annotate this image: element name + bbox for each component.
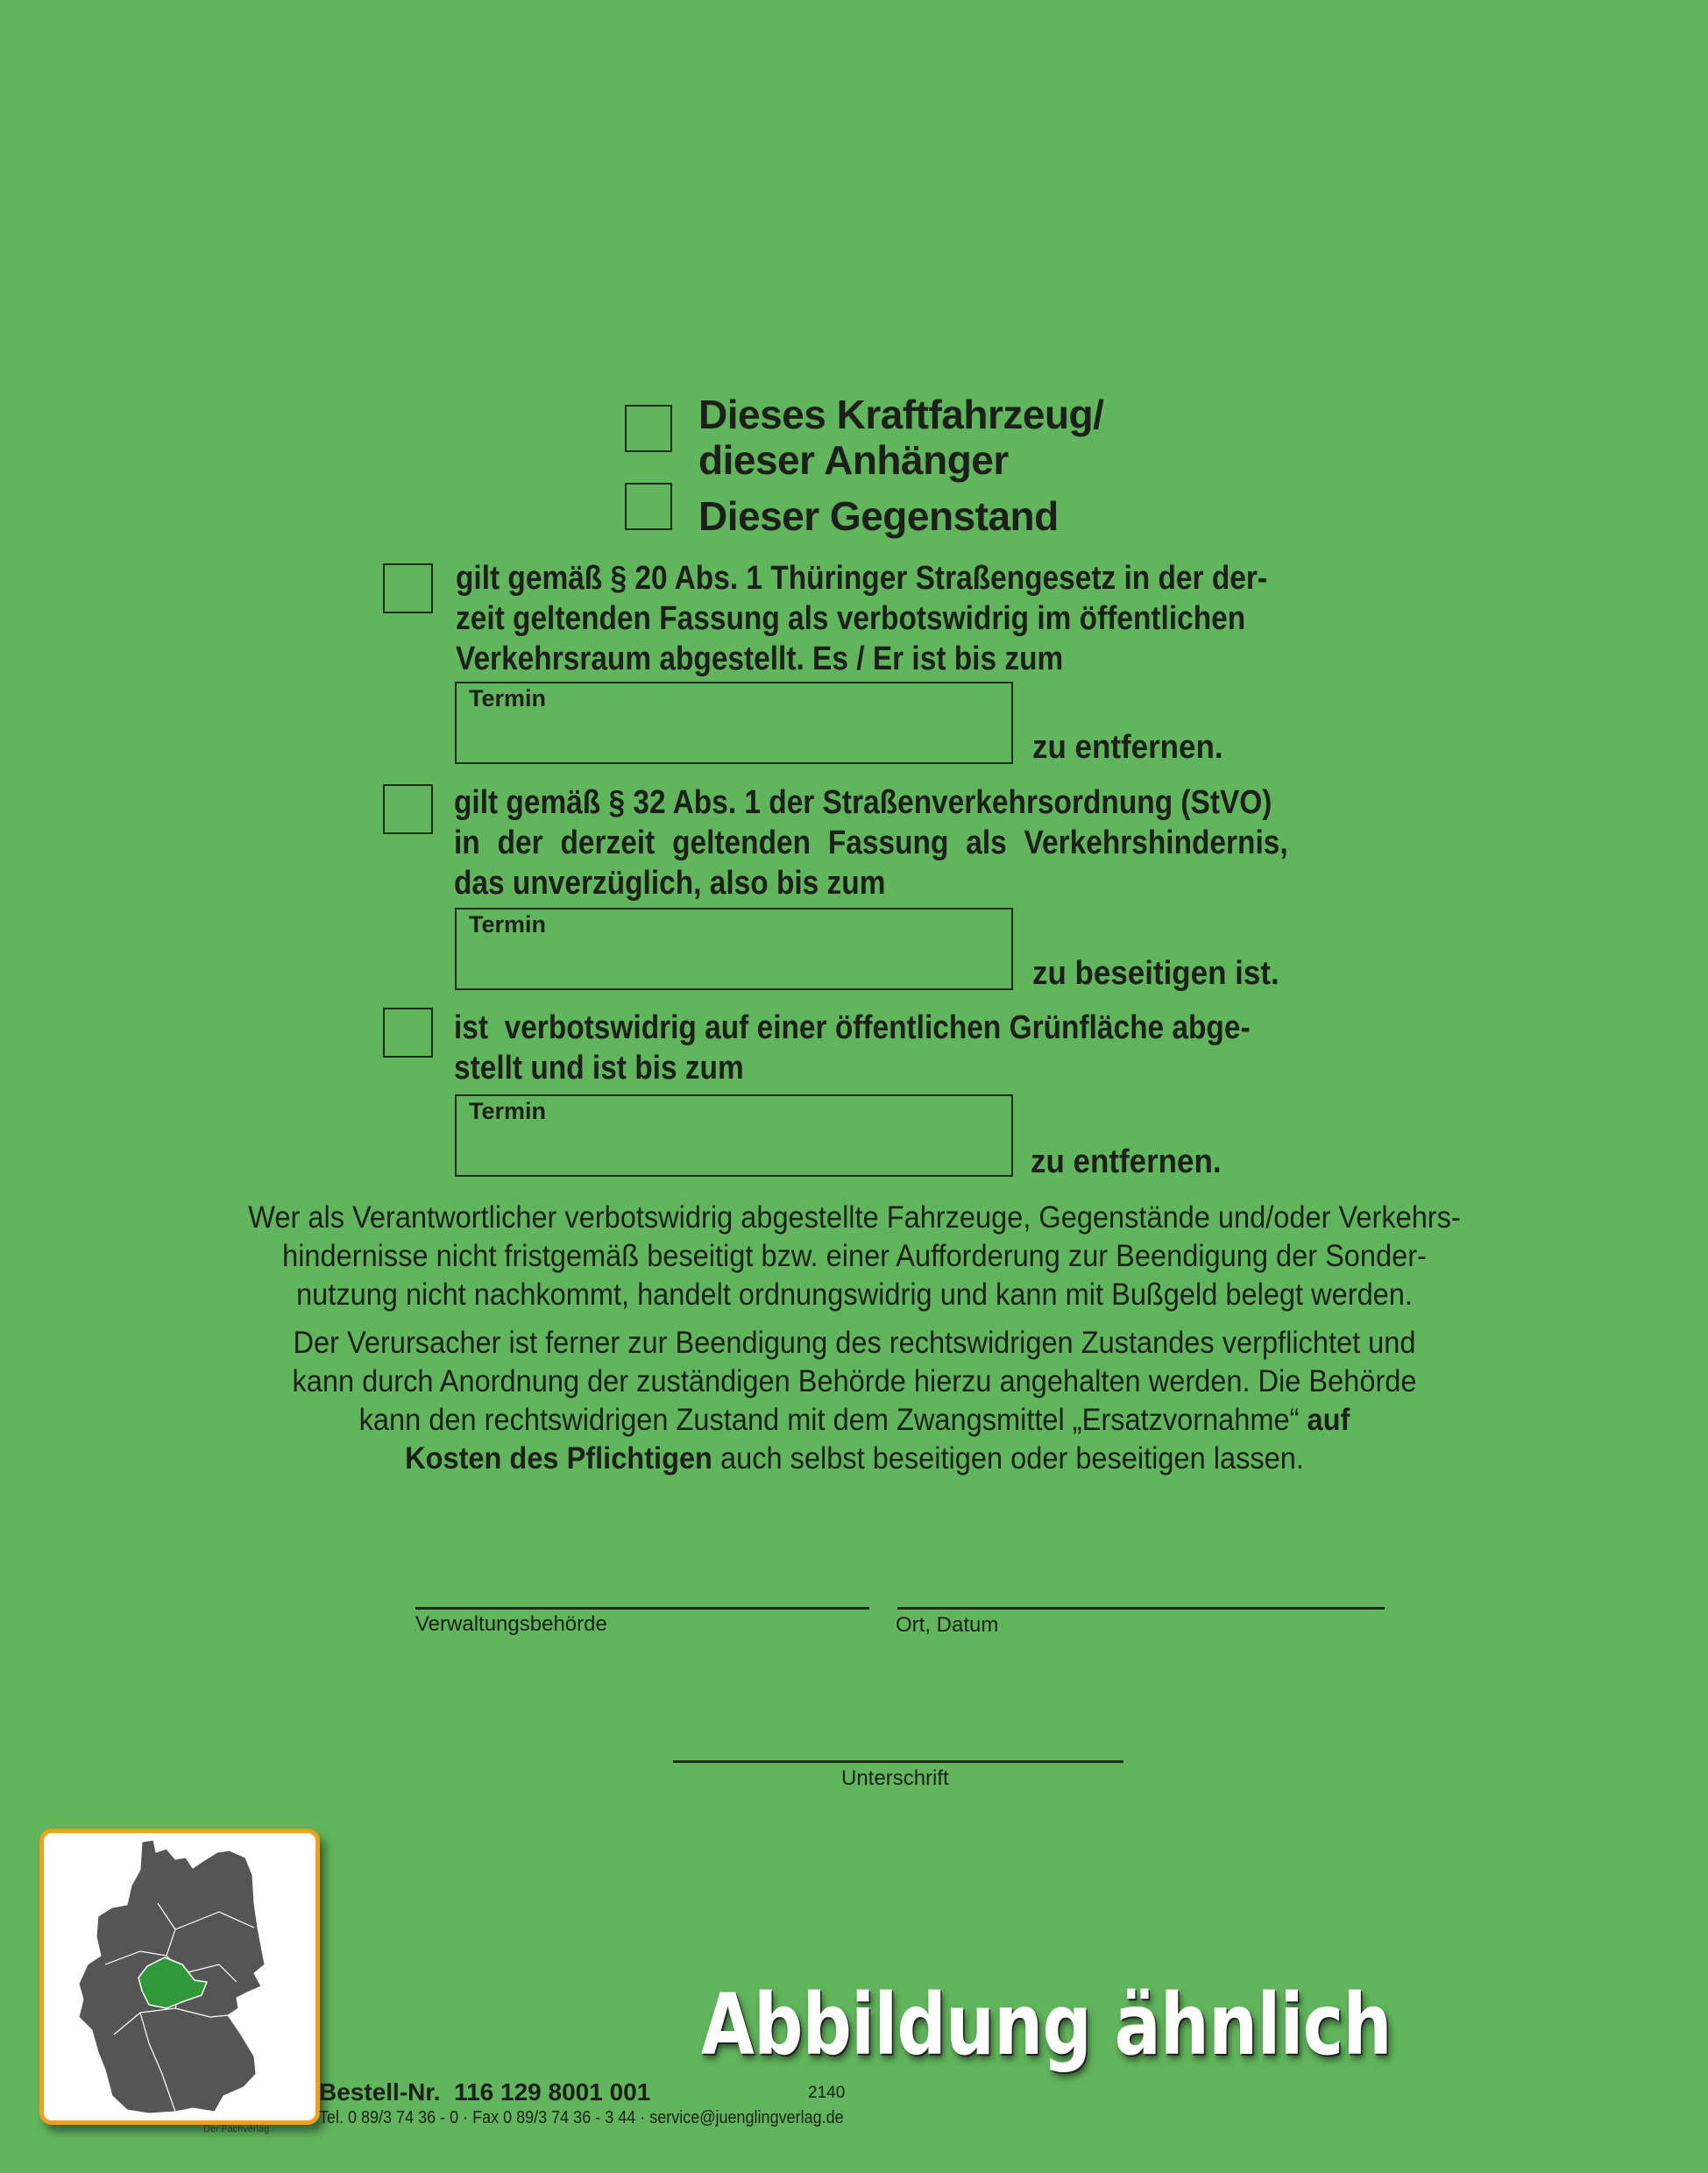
notice-line: nutzung nicht nachkommt, handelt ordnungswidrig und kann mit Bußgeld belegt werden. xyxy=(296,1278,1413,1312)
order-number-label: Bestell-Nr. xyxy=(319,2078,441,2106)
form-code: 2140 xyxy=(808,2084,846,2102)
clause-stvo-tail: zu beseitigen ist. xyxy=(1032,955,1279,992)
termin-field-3[interactable] xyxy=(455,1094,1013,1177)
termin-field-1[interactable] xyxy=(455,682,1013,764)
place-date-line[interactable] xyxy=(897,1607,1385,1610)
notice-line: hindernisse nicht fristgemäß beseitigt bzw. einer Aufforderung zur Beendigung der Sonder- xyxy=(282,1239,1427,1273)
checkbox-object[interactable] xyxy=(625,483,672,530)
checkbox-vehicle-trailer[interactable] xyxy=(625,405,672,452)
checkbox-clause-stvo[interactable] xyxy=(383,784,433,834)
termin-label: Termin xyxy=(469,1098,547,1124)
notice-line xyxy=(182,1401,1527,1440)
notice-line xyxy=(182,1440,1527,1478)
clause-green-area-tail: zu entfernen. xyxy=(1031,1143,1222,1180)
termin-label: Termin xyxy=(469,685,547,711)
checkbox-clause-road-law[interactable] xyxy=(383,563,433,613)
clause-line: ist verbotswidrig auf einer öffentlichen Grünfläche abge- xyxy=(454,1009,1251,1046)
heading-vehicle-trailer xyxy=(698,392,1103,483)
heading-object: Dieser Gegenstand xyxy=(698,493,1059,539)
heading-line: Dieses Kraftfahrzeug/ xyxy=(698,392,1104,437)
clause-road-law-text xyxy=(456,558,1267,679)
authority-label: Verwaltungsbehörde xyxy=(415,1612,607,1636)
notice-line: kann durch Anordnung der zuständigen Behörde hierzu angehalten werden. Die Behörde xyxy=(292,1364,1417,1398)
clause-line: Verkehrsraum abgestellt. Es / Er ist bis zum xyxy=(456,641,1064,677)
notice-text: kann den rechtswidrigen Zustand mit dem Zwangsmittel „Ersatzvornahme“ xyxy=(358,1403,1308,1437)
clause-line: gilt gemäß § 32 Abs. 1 der Straßenverkehrsordnung (StVO) xyxy=(454,784,1272,821)
notice-text: auch selbst beseitigen oder beseitigen lassen. xyxy=(712,1441,1304,1476)
signature-line[interactable] xyxy=(673,1760,1123,1763)
clause-line: das unverzüglich, also bis zum xyxy=(454,865,886,902)
similar-image-watermark: Abbildung ähnlich xyxy=(701,1976,1392,2074)
termin-field-2[interactable] xyxy=(455,908,1013,990)
germany-map-card xyxy=(39,1829,320,2125)
notice-bold-text: auf xyxy=(1307,1403,1350,1437)
signature-label: Unterschrift xyxy=(841,1766,949,1790)
clause-line: gilt gemäß § 20 Abs. 1 Thüringer Straßengesetz in der der- xyxy=(456,560,1268,597)
heading-line: dieser Anhänger xyxy=(698,437,1009,483)
notice-line: Der Verursacher ist ferner zur Beendigung des rechtswidrigen Zustandes verpflichtet und xyxy=(293,1326,1416,1360)
clause-green-area-text xyxy=(454,1008,1251,1088)
clause-road-law-tail: zu entfernen. xyxy=(1032,729,1223,766)
germany-map-icon xyxy=(44,1833,315,2120)
clause-line: stellt und ist bis zum xyxy=(454,1050,744,1086)
place-date-label: Ort, Datum xyxy=(896,1613,999,1637)
termin-label: Termin xyxy=(469,911,547,938)
notice-cost-paragraph xyxy=(131,1324,1577,1478)
checkbox-clause-green-area[interactable] xyxy=(383,1008,433,1058)
contact-info: Tel. 0 89/3 74 36 - 0 · Fax 0 89/3 74 36 - 3 44 · service@juenglingverlag.de xyxy=(319,2108,844,2127)
notice-bold-text: Kosten des Pflichtigen xyxy=(405,1441,712,1476)
order-number xyxy=(319,2078,650,2106)
notice-fine-paragraph xyxy=(131,1199,1577,1314)
notice-line: Wer als Verantwortlicher verbotswidrig abgestellte Fahrzeuge, Gegenstände und/oder Verkehrs- xyxy=(248,1200,1461,1235)
publisher-caption: Der Fachverlag xyxy=(203,2124,270,2134)
order-number-value: 116 129 8001 001 xyxy=(454,2078,651,2106)
authority-signature-line[interactable] xyxy=(415,1607,869,1610)
clause-stvo-text xyxy=(454,782,1288,903)
clause-line: in der derzeit geltenden Fassung als Verkehrshindernis, xyxy=(454,825,1288,861)
clause-line: zeit geltenden Fassung als verbotswidrig im öffentlichen xyxy=(456,600,1246,637)
